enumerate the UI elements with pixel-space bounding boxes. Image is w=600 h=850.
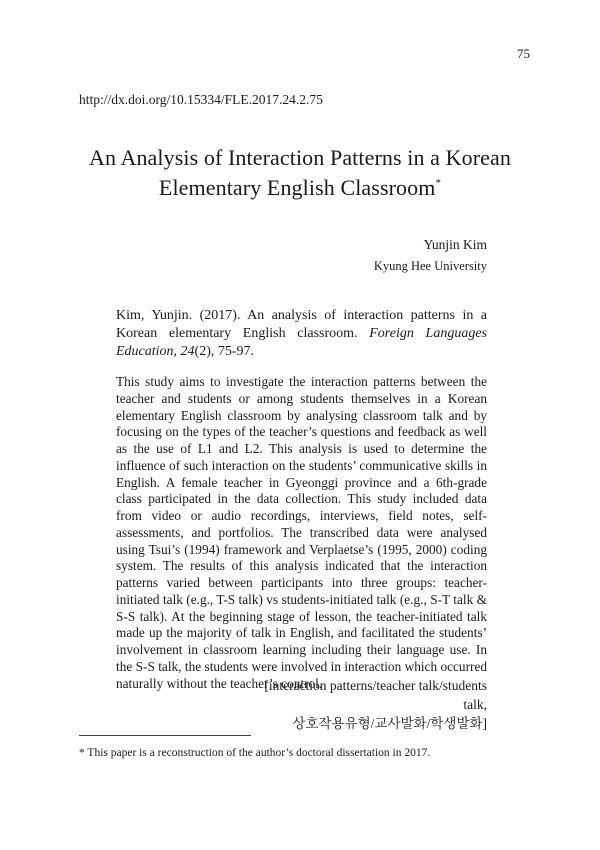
author-block <box>300 236 487 276</box>
title-line-2 <box>60 173 540 203</box>
citation-prefix: Kim, Yunjin. (2017). An analysis of interaction patterns in a Korean elementary English classroom. <box>116 308 487 341</box>
citation-journal: Foreign Languages Education, 24 <box>116 326 487 359</box>
page-number: 75 <box>517 46 530 61</box>
footnote-divider <box>79 735 251 736</box>
keywords-line-1: [interaction patterns/teacher talk/students talk, <box>264 678 487 712</box>
author-affiliation: Kyung Hee University <box>373 259 487 273</box>
author-name: Yunjin Kim <box>423 237 487 252</box>
keywords <box>250 676 487 733</box>
citation <box>116 307 487 361</box>
title-line-2-text: Elementary English Classroom <box>158 175 436 200</box>
doi-link[interactable]: http://dx.doi.org/10.15334/FLE.2017.24.2.75 <box>79 92 323 107</box>
title-footnote-mark[interactable]: * <box>435 177 442 189</box>
title-line-1: An Analysis of Interaction Patterns in a Korean <box>89 145 511 170</box>
keywords-line-2: 상호작용유형/교사발화/학생발화] <box>292 716 487 731</box>
footnote: * This paper is a reconstruction of the author’s doctoral dissertation in 2017. <box>79 747 431 759</box>
abstract: This study aims to investigate the interaction patterns between the teacher and students or among students themselves in a Korean elementary English classroom by analysing classroom talk and by focusing on the types of the teacher’s questions and feedback as well as the use of L1 and L2. This analysis is used to determine the influence of such interaction on the students’ communicative skills in English. A female teacher in Gyeonggi province and a 6th-grade class participated in the data collection. This study included data from video or audio recordings, interviews, field notes, self-assessments, and portfolios. The transcribed data were analysed using Tsui’s (1994) framework and Verplaetse’s (1995, 2000) coding system. The results of this analysis indicated that the interaction patterns varied between participants into three groups: teacher-initiated talk (e.g., T-S talk) vs students-initiated talk (e.g., S-T talk & S-S talk). At the beginning stage of lesson, the teacher-initiated talk made up the majority of talk in English, and facilitated the students’ involvement in classroom learning including their language use. In the S-S talk, the students were involved in interaction which occurred naturally without the teacher’s control. <box>116 374 487 691</box>
citation-issue-pages: (2), 75-97. <box>194 344 255 359</box>
paper-title <box>60 143 540 203</box>
